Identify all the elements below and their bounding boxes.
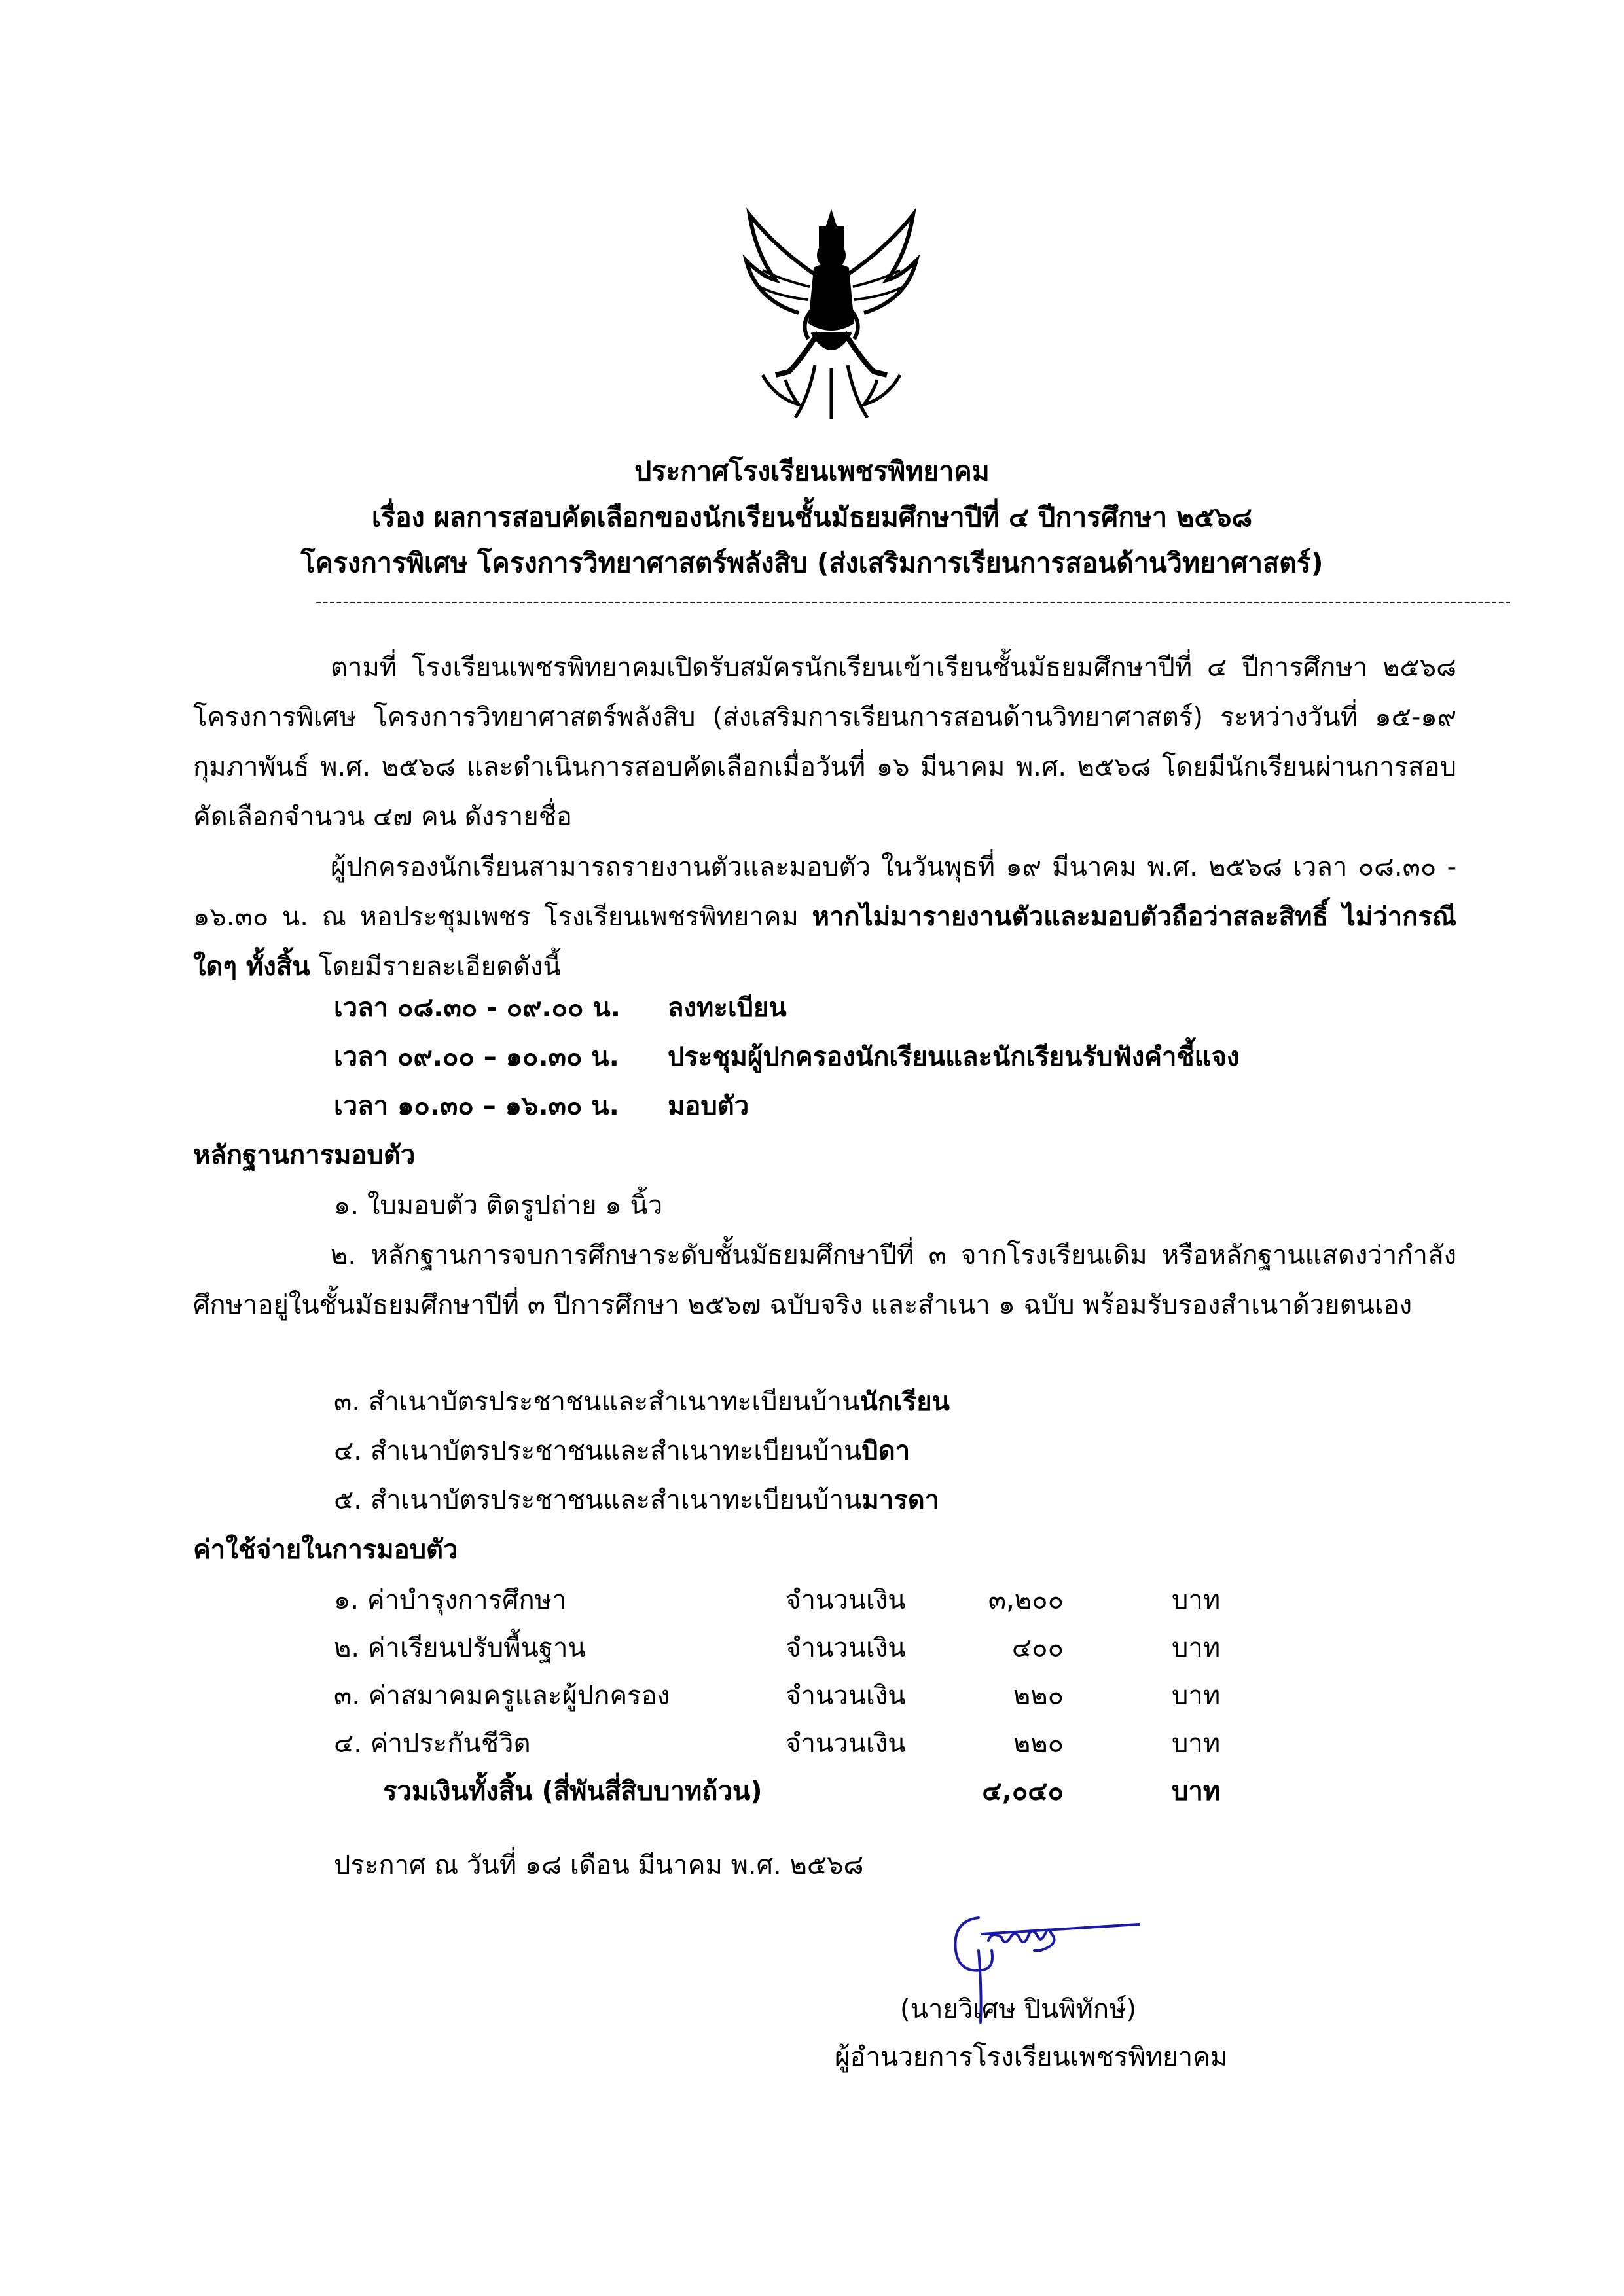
- fee-label: จำนวนเงิน: [785, 1729, 906, 1759]
- fee-total-label: รวมเงินทั้งสิ้น (สี่พันสี่สิบบาทถ้วน): [383, 1776, 763, 1806]
- fee-label: จำนวนเงิน: [785, 1585, 906, 1615]
- report-paragraph: [193, 842, 1456, 992]
- fees-heading: ค่าใช้จ่ายในการมอบตัว: [193, 1535, 458, 1565]
- announce-date: ประกาศ ณ วันที่ ๑๘ เดือน มีนาคม พ.ศ. ๒๕๖๘: [334, 1850, 864, 1880]
- fee-unit: บาท: [1172, 1729, 1221, 1759]
- evidence-item-bold: นักเรียน: [859, 1387, 950, 1417]
- evidence-item-text: ๔. สำเนาบัตรประชาชนและสำเนาทะเบียนบ้าน: [334, 1436, 862, 1466]
- evidence-item: ๑. ใบมอบตัว ติดรูปถ่าย ๑ นิ้ว: [334, 1191, 663, 1221]
- fee-amount: ๔๐๐: [1011, 1633, 1064, 1663]
- fee-item: ๔. ค่าประกันชีวิต: [334, 1729, 531, 1759]
- fee-amount: ๓,๒๐๐: [988, 1585, 1064, 1615]
- schedule-activity: ประชุมผู้ปกครองนักเรียนและนักเรียนรับฟังคำชี้แจง: [668, 1042, 1240, 1072]
- project-name: โครงการพิเศษ โครงการวิทยาศาสตร์พลังสิบ (ส่งเสริมการเรียนการสอนด้านวิทยาศาสตร์): [300, 547, 1324, 579]
- evidence-item-text: ๓. สำเนาบัตรประชาชนและสำเนาทะเบียนบ้าน: [334, 1387, 860, 1417]
- schedule-time: เวลา ๐๘.๓๐ - ๐๙.๐๐ น.: [334, 993, 621, 1023]
- report-text-end: โดยมีรายละเอียดดังนี้: [310, 952, 561, 982]
- evidence-item-text: ๕. สำเนาบัตรประชาชนและสำเนาทะเบียนบ้าน: [334, 1485, 862, 1515]
- report-text: ผู้ปกครองนักเรียนสามารถรายงานตัวและมอบตัว ในวันพุธที่ ๑๙ มีนาคม พ.ศ. ๒๕๖๘ เวลา ๐๘.๓๐ - ๑๖.๓๐ น. ณ หอประชุมเพชร โรงเรียนเพชรพิทยาคม: [193, 852, 1456, 932]
- fee-unit: บาท: [1172, 1681, 1221, 1711]
- fee-total-amount: ๔,๐๔๐: [982, 1776, 1064, 1806]
- signer-name: (นายวิเศษ ปินพิทักษ์): [900, 1994, 1137, 2024]
- evidence-item: [334, 1487, 939, 1513]
- fee-unit: บาท: [1172, 1633, 1221, 1663]
- fee-item: ๑. ค่าบำรุงการศึกษา: [334, 1585, 567, 1615]
- document-title: ประกาศโรงเรียนเพชรพิทยาคม: [634, 456, 990, 487]
- fee-label: จำนวนเงิน: [785, 1633, 906, 1663]
- garuda-emblem-icon: [736, 208, 926, 421]
- evidence-item: [334, 1438, 910, 1464]
- evidence-item: ๒. หลักฐานการจบการศึกษาระดับชั้นมัธยมศึกษาปีที่ ๓ จากโรงเรียนเดิม หรือหลักฐานแสดงว่ากำลังศึกษาอยู่ในชั้นมัธยมศึกษาปีที่ ๓ ปีการศึกษา ๒๕๖๗ ฉบับจริง และสำเนา ๑ ฉบับ พร้อมรับรองสำเนาด้วยตนเอง: [193, 1240, 1456, 1320]
- fee-unit: บาท: [1172, 1585, 1221, 1615]
- fee-amount: ๒๒๐: [1013, 1681, 1064, 1711]
- fee-amount: ๒๒๐: [1013, 1729, 1064, 1759]
- schedule-activity: ลงทะเบียน: [668, 993, 787, 1023]
- evidence-item-bold: มารดา: [861, 1485, 940, 1515]
- forfeit-warning: หากไม่มารายงานตัวและมอบตัวถือว่าสละสิทธิ์ ไม่ว่ากรณีใดๆ ทั้งสิ้น: [193, 902, 1456, 982]
- evidence-item: [334, 1389, 950, 1415]
- evidence-item-bold: บิดา: [861, 1436, 911, 1466]
- evidence-heading: หลักฐานการมอบตัว: [193, 1140, 416, 1170]
- fee-total-unit: บาท: [1172, 1776, 1221, 1806]
- fee-label: จำนวนเงิน: [785, 1681, 906, 1711]
- schedule-time: เวลา ๐๙.๐๐ – ๑๐.๓๐ น.: [334, 1042, 619, 1072]
- document-subject: เรื่อง ผลการสอบคัดเลือกของนักเรียนชั้นมัธยมศึกษาปีที่ ๔ ปีการศึกษา ๒๕๖๘: [371, 501, 1253, 533]
- fee-item: ๓. ค่าสมาคมครูและผู้ปกครอง: [334, 1681, 670, 1711]
- fee-item: ๒. ค่าเรียนปรับพื้นฐาน: [334, 1633, 586, 1663]
- intro-paragraph: ตามที่ โรงเรียนเพชรพิทยาคมเปิดรับสมัครนักเรียนเข้าเรียนชั้นมัธยมศึกษาปีที่ ๔ ปีการศึกษา ๒๕๖๘ โครงการพิเศษ โครงการวิทยาศาสตร์พลังสิบ (ส่งเสริมการเรียนการสอนด้านวิทยาศาสตร์) ระหว่างวันที่ ๑๕-๑๙ กุมภาพันธ์ พ.ศ. ๒๕๖๘ และดำเนินการสอบคัดเลือกเมื่อวันที่ ๑๖ มีนาคม พ.ศ. ๒๕๖๘ โดยมีนักเรียนผ่านการสอบคัดเลือกจำนวน ๔๗ คน ดังรายชื่อ: [193, 653, 1456, 832]
- signer-position: ผู้อำนวยการโรงเรียนเพชรพิทยาคม: [835, 2042, 1228, 2072]
- schedule-time: เวลา ๑๐.๓๐ – ๑๖.๓๐ น.: [334, 1091, 619, 1121]
- separator-line: --------------------------------------------------------------------------------------------------------------------------------------------------------------------------------: [316, 592, 1512, 612]
- schedule-activity: มอบตัว: [668, 1091, 749, 1121]
